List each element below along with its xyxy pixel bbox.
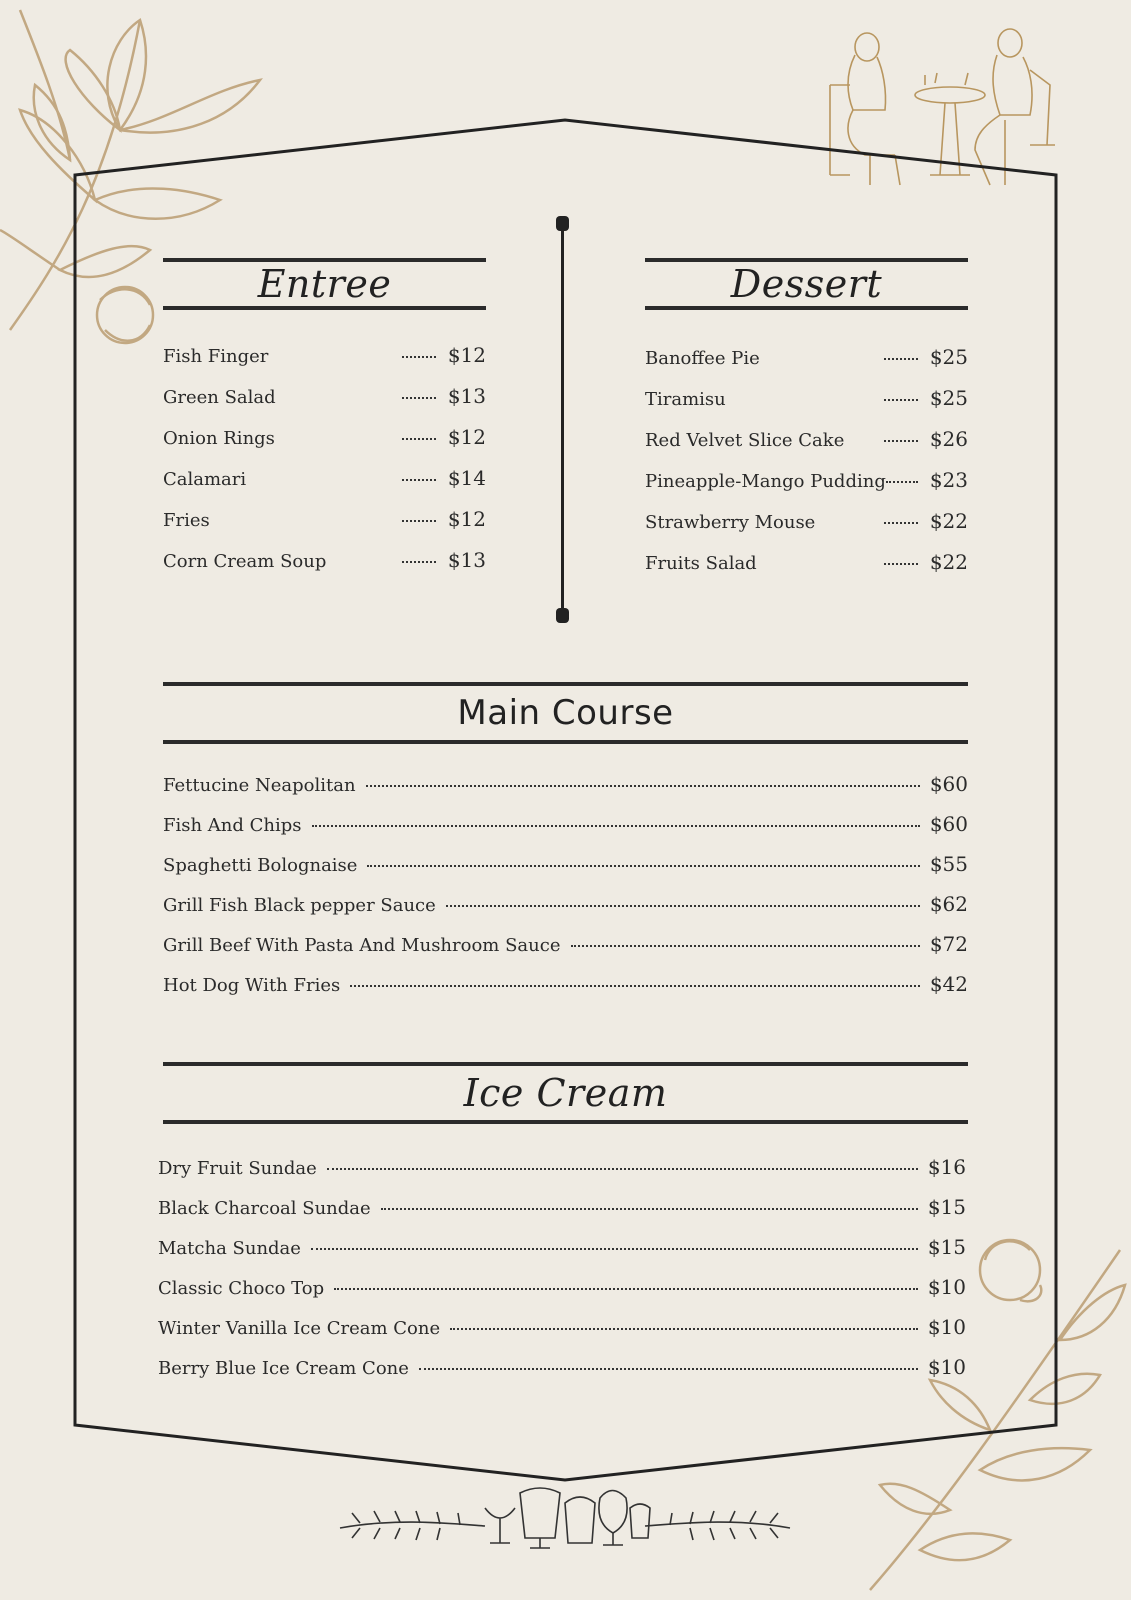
menu-item-name: Fish And Chips xyxy=(163,815,302,836)
menu-item-price: $13 xyxy=(447,384,486,408)
entree-title: Entree xyxy=(257,262,392,306)
dessert-glasses-garland-icon xyxy=(335,1478,795,1558)
menu-item xyxy=(158,1155,966,1179)
dot-leader xyxy=(402,479,436,481)
dot-leader xyxy=(327,1168,918,1170)
menu-item xyxy=(163,932,968,956)
dot-leader xyxy=(350,985,920,987)
menu-item-name: Pineapple-Mango Pudding xyxy=(645,471,886,492)
dot-leader xyxy=(419,1368,918,1370)
menu-item xyxy=(163,772,968,796)
menu-item-price: $42 xyxy=(929,972,968,996)
menu-item-price: $16 xyxy=(927,1155,966,1179)
dot-leader xyxy=(402,561,436,563)
menu-item-name: Grill Beef With Pasta And Mushroom Sauce xyxy=(163,935,561,956)
menu-item xyxy=(163,892,968,916)
menu-item-name: Matcha Sundae xyxy=(158,1238,301,1259)
menu-item xyxy=(158,1235,966,1259)
dot-leader xyxy=(884,399,918,401)
menu-item xyxy=(163,852,968,876)
menu-item-price: $22 xyxy=(929,509,968,533)
menu-item-price: $62 xyxy=(929,892,968,916)
menu-item-name: Black Charcoal Sundae xyxy=(158,1198,371,1219)
menu-item xyxy=(645,468,968,492)
menu-item xyxy=(163,466,486,490)
menu-item xyxy=(158,1275,966,1299)
menu-item xyxy=(158,1315,966,1339)
menu-item-name: Spaghetti Bolognaise xyxy=(163,855,358,876)
menu-item-price: $12 xyxy=(447,425,486,449)
menu-item-price: $23 xyxy=(929,468,968,492)
menu-item-price: $14 xyxy=(447,466,486,490)
dot-leader xyxy=(402,397,436,399)
dessert-header xyxy=(645,258,968,310)
menu-item xyxy=(158,1355,966,1379)
menu-item-name: Winter Vanilla Ice Cream Cone xyxy=(158,1318,441,1339)
menu-item xyxy=(645,509,968,533)
dot-leader xyxy=(450,1328,918,1330)
menu-item-name: Corn Cream Soup xyxy=(163,551,327,572)
menu-item-price: $55 xyxy=(929,852,968,876)
menu-item-price: $60 xyxy=(929,812,968,836)
dot-leader xyxy=(884,522,918,524)
menu-item-price: $60 xyxy=(929,772,968,796)
menu-item-price: $12 xyxy=(447,507,486,531)
menu-item xyxy=(163,425,486,449)
menu-item-name: Strawberry Mouse xyxy=(645,512,816,533)
dot-leader xyxy=(884,563,918,565)
menu-item-price: $10 xyxy=(927,1315,966,1339)
center-divider xyxy=(561,220,564,615)
menu-item xyxy=(163,384,486,408)
dot-leader xyxy=(402,520,436,522)
divider-cap-bottom xyxy=(556,608,569,623)
ice-cream-title: Ice Cream xyxy=(463,1071,668,1115)
menu-item-name: Banoffee Pie xyxy=(645,348,760,369)
menu-item xyxy=(645,345,968,369)
menu-item-name: Grill Fish Black pepper Sauce xyxy=(163,895,436,916)
menu-item-price: $13 xyxy=(447,548,486,572)
dot-leader xyxy=(381,1208,918,1210)
menu-item-name: Fish Finger xyxy=(163,346,269,367)
dot-leader xyxy=(312,825,920,827)
menu-item xyxy=(645,427,968,451)
dot-leader xyxy=(366,785,920,787)
dessert-title: Dessert xyxy=(730,262,883,306)
menu-item-price: $12 xyxy=(447,343,486,367)
divider-cap-top xyxy=(556,216,569,231)
menu-item-name: Red Velvet Slice Cake xyxy=(645,430,845,451)
ice-cream-header xyxy=(163,1062,968,1124)
menu-item-price: $10 xyxy=(927,1355,966,1379)
menu-item xyxy=(163,343,486,367)
menu-item-name: Fries xyxy=(163,510,210,531)
menu-item xyxy=(645,386,968,410)
menu-item-name: Fettucine Neapolitan xyxy=(163,775,356,796)
menu-item-name: Green Salad xyxy=(163,387,276,408)
dot-leader xyxy=(446,905,920,907)
menu-item-price: $22 xyxy=(929,550,968,574)
main-course-header xyxy=(163,682,968,744)
menu-item xyxy=(163,972,968,996)
menu-item-price: $25 xyxy=(929,345,968,369)
menu-item-price: $15 xyxy=(927,1235,966,1259)
menu-item xyxy=(163,812,968,836)
dot-leader xyxy=(571,945,920,947)
menu-item-price: $72 xyxy=(929,932,968,956)
menu-item-name: Berry Blue Ice Cream Cone xyxy=(158,1358,409,1379)
dot-leader xyxy=(311,1248,918,1250)
menu-item xyxy=(158,1195,966,1219)
menu-item xyxy=(163,507,486,531)
dot-leader xyxy=(402,438,436,440)
menu-item-name: Classic Choco Top xyxy=(158,1278,325,1299)
menu-item-name: Calamari xyxy=(163,469,247,490)
dot-leader xyxy=(886,481,918,483)
menu-item-price: $25 xyxy=(929,386,968,410)
menu-item xyxy=(163,548,486,572)
menu-item-name: Hot Dog With Fries xyxy=(163,975,341,996)
menu-item-name: Tiramisu xyxy=(645,389,726,410)
dot-leader xyxy=(367,865,919,867)
menu-item xyxy=(645,550,968,574)
menu-item-name: Fruits Salad xyxy=(645,553,757,574)
dot-leader xyxy=(884,358,918,360)
menu-item-price: $10 xyxy=(927,1275,966,1299)
menu-item-name: Dry Fruit Sundae xyxy=(158,1158,317,1179)
dot-leader xyxy=(402,356,436,358)
dot-leader xyxy=(884,440,918,442)
menu-item-price: $15 xyxy=(927,1195,966,1219)
entree-header xyxy=(163,258,486,310)
menu-item-name: Onion Rings xyxy=(163,428,275,449)
main-course-title: Main Course xyxy=(457,693,674,733)
menu-item-price: $26 xyxy=(929,427,968,451)
dot-leader xyxy=(334,1288,918,1290)
